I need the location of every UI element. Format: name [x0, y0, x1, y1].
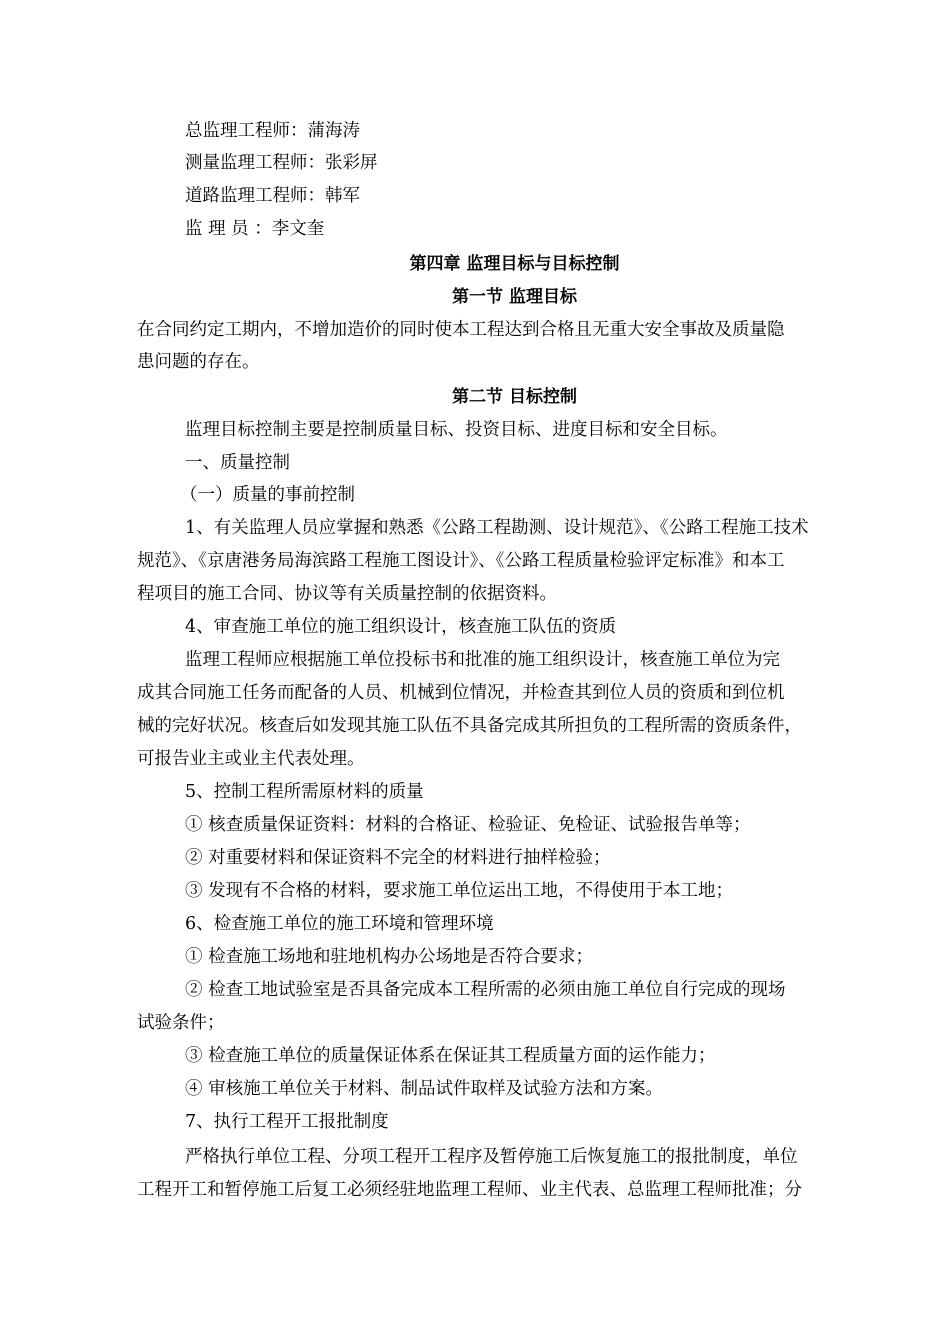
item4-body-line: 可报告业主或业主代表处理。 — [137, 749, 365, 769]
item6-heading: 6、检查施工单位的施工环境和管理环境 — [185, 914, 494, 934]
item6-list-item: ③ 检查施工单位的质量保证体系在保证其工程质量方面的运作能力； — [185, 1046, 716, 1066]
item1-line: 1、有关监理人员应掌握和熟悉《公路工程勘测、设计规范》、《公路工程施工技术 — [185, 518, 809, 538]
item7-heading: 7、执行工程开工报批制度 — [185, 1112, 389, 1132]
section1-body-line: 在合同约定工期内，不增加造价的同时使本工程达到合格且无重大安全事故及质量隐 — [137, 320, 785, 340]
section1-body-line: 患问题的存在。 — [137, 352, 260, 372]
item4-body-line: 械的完好状况。核查后如发现其施工队伍不具备完成其所担负的工程所需的资质条件， — [137, 716, 802, 736]
item6-list-item: ④ 审核施工单位关于材料、制品试件取样及试验方法和方案。 — [185, 1079, 664, 1099]
item6-list-item: ① 检查施工场地和驻地机构办公场地是否符合要求； — [185, 947, 594, 967]
section2-intro: 监理目标控制主要是控制质量目标、投资目标、进度目标和安全目标。 — [185, 420, 728, 440]
staff-survey-engineer: 测量监理工程师：张彩屏 — [185, 153, 378, 173]
item6-list-item: ② 检查工地试验室是否具备完成本工程所需的必须由施工单位自行完成的现场 — [185, 980, 786, 1000]
item6-list-item: 试验条件； — [137, 1013, 225, 1033]
item5-heading: 5、控制工程所需原材料的质量 — [185, 782, 424, 802]
section2-title: 第二节 目标控制 — [452, 387, 577, 407]
staff-chief-engineer: 总监理工程师：蒲海涛 — [185, 121, 360, 141]
item4-heading: 4、审查施工单位的施工组织设计，核查施工队伍的资质 — [185, 617, 617, 637]
staff-road-engineer: 道路监理工程师：韩军 — [185, 186, 360, 206]
item1-line: 程项目的施工合同、协议等有关质量控制的依据资料。 — [137, 584, 557, 604]
quality-heading: 一、质量控制 — [185, 453, 290, 473]
item4-body-line: 监理工程师应根据施工单位投标书和批准的施工组织设计，核查施工单位为完 — [185, 650, 780, 670]
pre-control-heading: （一）质量的事前控制 — [180, 485, 355, 505]
item5-list-item: ① 核查质量保证资料：材料的合格证、检验证、免检证、试验报告单等； — [185, 815, 751, 835]
item7-body-line: 严格执行单位工程、分项工程开工程序及暂停施工后恢复施工的报批制度，单位 — [185, 1147, 798, 1167]
item1-line: 规范》、《京唐港务局海滨路工程施工图设计》、《公路工程质量检验评定标准》和本工 — [137, 551, 785, 571]
item5-list-item: ② 对重要材料和保证资料不完全的材料进行抽样检验； — [185, 848, 611, 868]
section1-title: 第一节 监理目标 — [452, 287, 577, 307]
item5-list-item: ③ 发现有不合格的材料，要求施工单位运出工地，不得使用于本工地； — [185, 881, 734, 901]
item4-body-line: 成其合同施工任务而配备的人员、机械到位情况，并检查其到位人员的资质和到位机 — [137, 683, 785, 703]
item7-body-line: 工程开工和暂停施工后复工必须经驻地监理工程师、业主代表、总监理工程师批准；分 — [137, 1180, 802, 1200]
staff-supervisor: 监 理 员 ：李文奎 — [185, 219, 325, 239]
chapter-title: 第四章 监理目标与目标控制 — [409, 254, 620, 274]
